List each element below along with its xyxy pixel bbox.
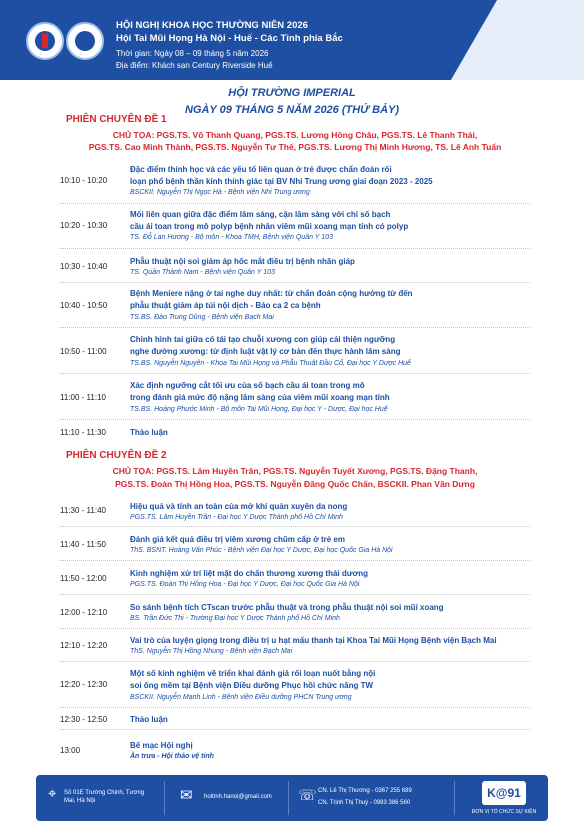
session-chair-line: PGS.TS. Cao Minh Thành, PGS.TS. Nguyễn Tư Thế, PGS.TS. Lương Thị Minh Hương, TS. Lê Anh Tuấn xyxy=(88,142,502,152)
item-title: Vai trò của luyện giọng trong điều trị u hạt mấu thanh tại Khoa Tai Mũi Họng Bệnh viện Bạch Mai xyxy=(130,636,497,645)
item-title: Bế mạc Hội nghị xyxy=(130,741,193,750)
divider xyxy=(60,248,530,249)
item-title: So sánh bệnh tích CTscan trước phẫu thuật và trong phẫu thuật nội soi mũi xoang xyxy=(130,603,444,612)
item-title: nghe đường xương: từ định luật vật lý cơ bản đến thực hành lâm sàng xyxy=(130,347,401,356)
event-venue: Địa điểm: Khách sạn Century Riverside Huế xyxy=(116,61,273,70)
item-speaker: BSCKII. Nguyễn Thị Ngọc Hà - Bệnh viện Nhi Trung ương xyxy=(130,189,310,196)
item-time: 12:10 - 12:20 xyxy=(60,641,108,650)
divider xyxy=(60,560,530,561)
item-title: Kinh nghiệm xử trí liệt mặt do chấn thương xương thái dương xyxy=(130,569,369,578)
divider xyxy=(60,526,530,527)
divider xyxy=(60,373,530,374)
location-icon: ⌖ xyxy=(48,785,57,802)
item-title: phẫu thuật giảm áp túi nội dịch - Báo ca 2 ca bệnh xyxy=(130,301,321,310)
item-title: Xác định ngưỡng cắt tối ưu của số bạch cầu ái toan trong mô xyxy=(130,381,365,390)
hall-title: HỘI TRƯỜNG IMPERIAL xyxy=(228,87,356,99)
item-speaker: PGS.TS. Đoàn Thị Hồng Hoa - Đại học Y Dược, Đại học Quốc Gia Hà Nội xyxy=(130,581,360,588)
footer-address: Số 01E Trường Chinh, Tương Mai, Hà Nội xyxy=(64,790,145,804)
divider xyxy=(60,419,530,420)
item-title: Phẫu thuật nội soi giảm áp hốc mắt điều trị bệnh nhãn giáp xyxy=(130,257,355,266)
item-title: Mối liên quan giữa đặc điểm lâm sàng, cận lâm sàng với chỉ số bạch xyxy=(130,210,391,219)
item-title: Thảo luận xyxy=(130,428,168,437)
organizer-caption: ĐƠN VỊ TỔ CHỨC SỰ KIỆN xyxy=(471,809,537,815)
item-speaker: BSCKII. Nguyễn Mạnh Linh - Bệnh viện Điều dưỡng PHCN Trung ương xyxy=(130,694,352,701)
footer-contact: CN. Trịnh Thị Thuý - 0983 386 560 xyxy=(318,800,411,806)
item-speaker: TS.BS. Đào Trung Dũng - Bệnh viện Bạch Mai xyxy=(130,314,274,321)
footer-divider xyxy=(454,781,455,815)
header-banner xyxy=(0,0,584,80)
item-time: 10:30 - 10:40 xyxy=(60,262,108,271)
item-title: trong đánh giá mức độ nặng lâm sàng của viêm mũi xoang mạn tính xyxy=(130,393,390,402)
item-speaker: ThS. BSNT. Hoàng Văn Phúc - Bệnh viện Đại học Y Dược, Đại học Quốc Gia Hà Nội xyxy=(130,547,393,554)
item-time: 10:40 - 10:50 xyxy=(60,301,108,310)
item-title: Chỉnh hình tai giữa có tái tạo chuỗi xương con giúp cải thiện ngưỡng xyxy=(130,335,396,344)
item-time: 10:20 - 10:30 xyxy=(60,221,108,230)
divider xyxy=(60,729,530,730)
item-title: soi ống mềm tại Bệnh viện Điều dưỡng Phục hồi chức năng TW xyxy=(130,681,374,690)
session-title: PHIÊN CHUYÊN ĐỀ 2 xyxy=(66,450,167,461)
divider xyxy=(60,327,530,328)
divider xyxy=(60,594,530,595)
society-logo xyxy=(66,22,104,60)
item-title: Hiệu quả và tính an toàn của mở khí quản xuyên da nong xyxy=(130,502,348,511)
item-title: Đặc điểm thính học và các yếu tố liên quan ở trẻ được chẩn đoán rối xyxy=(130,165,392,174)
item-title: cầu ái toan trong mô polyp bệnh nhân viêm mũi xoang mạn tính có polyp xyxy=(130,222,409,231)
footer-email: hoitmh.hanoi@gmail.com xyxy=(204,794,272,800)
item-time: 11:50 - 12:00 xyxy=(60,574,107,583)
footer-contact: CN. Lê Thị Thương - 0367 255 689 xyxy=(318,788,412,794)
mail-icon: ✉ xyxy=(180,787,193,804)
date-title: NGÀY 09 THÁNG 5 NĂM 2026 (THỨ BẢY) xyxy=(184,104,400,116)
conference-title: HỘI NGHỊ KHOA HỌC THƯỜNG NIÊN 2026 xyxy=(116,20,308,31)
item-time: 11:10 - 11:30 xyxy=(60,428,106,437)
item-time: 11:40 - 11:50 xyxy=(60,540,106,549)
item-speaker: Ăn trưa - Hội thảo vệ tinh xyxy=(130,753,214,760)
divider xyxy=(60,707,530,708)
item-time: 12:20 - 12:30 xyxy=(60,680,108,689)
session-chair-line: CHỦ TỌA: PGS.TS. Võ Thanh Quang, PGS.TS. Lương Hồng Châu, PGS.TS. Lê Thanh Thái, xyxy=(112,130,478,140)
divider xyxy=(60,282,530,283)
item-speaker: TS. Đỗ Lan Hương - Bộ môn - Khoa TMH, Bệnh viện Quân Y 103 xyxy=(130,234,333,241)
item-time: 11:30 - 11:40 xyxy=(60,506,106,515)
item-time: 12:30 - 12:50 xyxy=(60,715,108,724)
item-time: 11:00 - 11:10 xyxy=(60,393,106,402)
item-speaker: ThS. Nguyễn Thị Hồng Nhung - Bệnh viện Bạch Mai xyxy=(130,648,293,655)
item-time: 13:00 xyxy=(60,746,81,755)
hospital-logo xyxy=(26,22,64,60)
divider xyxy=(60,628,530,629)
item-speaker: BS. Trần Đức Thi - Trường Đại học Y Dược Thành phố Hồ Chí Minh xyxy=(130,615,340,622)
session-title: PHIÊN CHUYÊN ĐỀ 1 xyxy=(66,114,167,125)
divider xyxy=(60,203,530,204)
item-speaker: TS. Quản Thành Nam - Bệnh viện Quân Y 103 xyxy=(130,269,275,276)
item-time: 12:00 - 12:10 xyxy=(60,608,108,617)
session-chair-line: PGS.TS. Đoàn Thị Hồng Hoa, PGS.TS. Nguyễn Đăng Quốc Chấn, BSCKII. Phan Văn Dưng xyxy=(115,479,475,489)
item-title: Bệnh Meniere nặng ở tai nghe duy nhất: từ chẩn đoán cộng hưởng từ đến xyxy=(130,289,413,298)
item-time: 10:10 - 10:20 xyxy=(60,176,108,185)
footer-bar xyxy=(36,775,548,821)
phone-icon: ☏ xyxy=(298,787,317,804)
item-speaker: TS.BS. Hoàng Phước Minh - Bộ môn Tai Mũi Họng, Đại học Y - Dược, Đại học Huế xyxy=(130,406,388,413)
footer-divider xyxy=(288,781,289,815)
item-title: loạn phổ bệnh thần kinh thính giác tại BV Nhi Trung ương giai đoạn 2023 - 2025 xyxy=(130,177,433,186)
organizer-logo: K@91 xyxy=(482,781,526,805)
item-speaker: TS.BS. Nguyễn Nguyên - Khoa Tai Mũi Họng và Phẫu Thuật Đầu Cổ, Đại học Y Dược Huế xyxy=(130,360,411,367)
item-time: 10:50 - 11:00 xyxy=(60,347,107,356)
item-title: Đánh giá kết quả điều trị viêm xương chũm cấp ở trẻ em xyxy=(130,535,345,544)
item-title: Một số kinh nghiệm về triển khai đánh giá rối loạn nuốt bằng nội xyxy=(130,669,376,678)
divider xyxy=(60,661,530,662)
item-title: Thảo luận xyxy=(130,715,168,724)
item-speaker: PGS.TS. Lâm Huyền Trân - Đại học Y Dược Thành phố Hồ Chí Minh xyxy=(130,514,343,521)
session-chair-line: CHỦ TỌA: PGS.TS. Lâm Huyền Trân, PGS.TS. Nguyễn Tuyết Xương, PGS.TS. Đặng Thanh, xyxy=(112,466,478,476)
event-time: Thời gian: Ngày 08 – 09 tháng 5 năm 2026 xyxy=(116,49,269,58)
society-name: Hội Tai Mũi Họng Hà Nội - Huế - Các Tỉnh phía Bắc xyxy=(116,33,343,44)
footer-divider xyxy=(164,781,165,815)
